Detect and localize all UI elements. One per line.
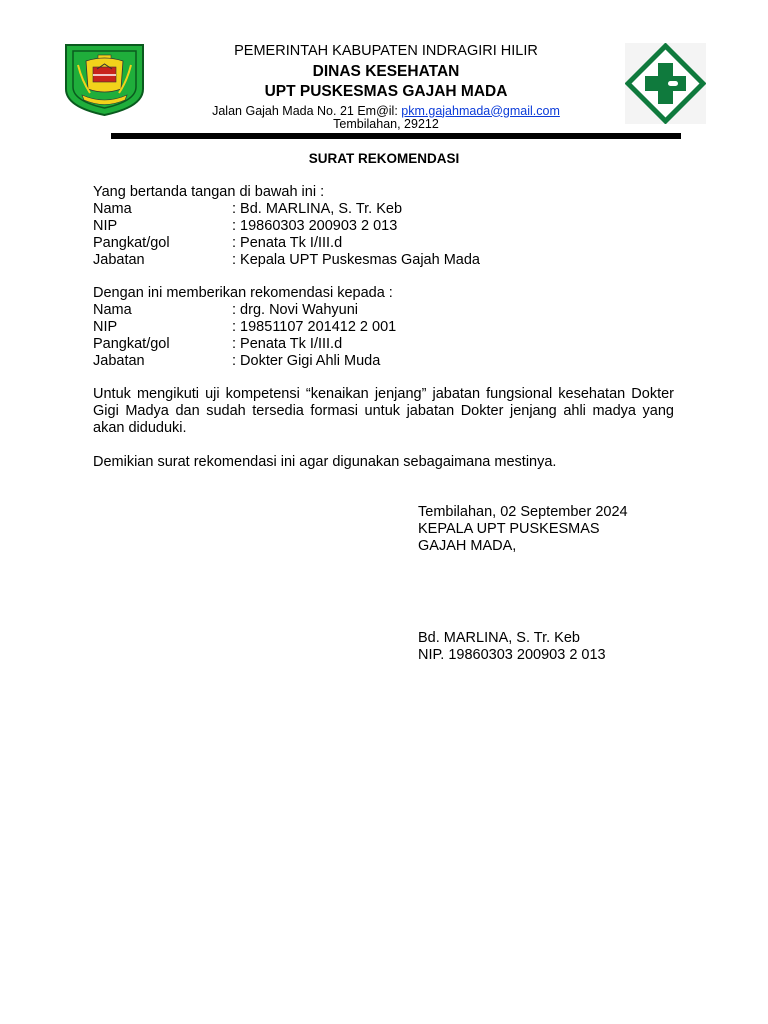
signer-position-value: : Kepala UPT Puskesmas Gajah Mada xyxy=(232,252,480,268)
signer-rank-value: : Penata Tk I/III.d xyxy=(232,235,343,251)
regency-emblem-logo xyxy=(64,43,145,117)
address-text: Jalan Gajah Mada No. 21 Em@il: xyxy=(212,103,402,118)
recipient-rank-label: Pangkat/gol xyxy=(93,336,170,352)
city-line: Tembilahan, 29212 xyxy=(333,117,439,131)
signer-name-value: : Bd. MARLINA, S. Tr. Keb xyxy=(232,201,403,217)
unit-name: UPT PUSKESMAS GAJAH MADA xyxy=(264,83,508,100)
government-name: PEMERINTAH KABUPATEN INDRAGIRI HILIR xyxy=(234,43,538,59)
recipient-name-value: : drg. Novi Wahyuni xyxy=(232,302,358,318)
document-title: SURAT REKOMENDASI xyxy=(308,151,460,166)
closing-statement: Demikian surat rekomendasi ini agar digunakan sebagaimana mestinya. xyxy=(93,454,557,470)
signer-rank-label: Pangkat/gol xyxy=(93,235,170,251)
signature-place-date: Tembilahan, 02 September 2024 xyxy=(418,504,628,520)
recipient-name-label: Nama xyxy=(93,302,132,318)
signature-nip: NIP. 19860303 200903 2 013 xyxy=(418,647,606,663)
address-line xyxy=(160,105,612,118)
signer-nip-label: NIP xyxy=(93,218,118,234)
signer-name-label: Nama xyxy=(93,201,132,217)
signature-name: Bd. MARLINA, S. Tr. Keb xyxy=(418,630,580,646)
recipient-rank-value: : Penata Tk I/III.d xyxy=(232,336,343,352)
recipient-position-label: Jabatan xyxy=(93,353,145,369)
department-name: DINAS KESEHATAN xyxy=(312,62,460,80)
signer-nip-value: : 19860303 200903 2 013 xyxy=(232,218,398,234)
purpose-paragraph: Untuk mengikuti uji kompetensi “kenaikan jenjang” jabatan fungsional kesehatan Dokter Gigi Madya dan sudah tersedia formasi untuk jabatan Dokter jenjang ahli madya yang akan diduduki. xyxy=(93,386,674,436)
recipient-position-value: : Dokter Gigi Ahli Muda xyxy=(232,353,381,369)
puskesmas-logo xyxy=(625,43,706,124)
letterhead xyxy=(160,40,612,131)
signature-position-line1: KEPALA UPT PUSKESMAS xyxy=(418,521,600,537)
signer-position-label: Jabatan xyxy=(93,252,145,268)
signature-position-line2: GAJAH MADA, xyxy=(418,538,517,554)
email-link[interactable]: pkm.gajahmada@gmail.com xyxy=(401,103,560,118)
signer-intro: Yang bertanda tangan di bawah ini : xyxy=(93,184,325,200)
puskesmas-cross-icon xyxy=(625,43,706,124)
recipient-nip-label: NIP xyxy=(93,319,118,335)
regency-emblem-icon xyxy=(64,43,145,117)
recipient-nip-value: : 19851107 201412 2 001 xyxy=(232,319,397,335)
recipient-intro: Dengan ini memberikan rekomendasi kepada : xyxy=(93,285,393,301)
letterhead-divider xyxy=(111,133,681,139)
